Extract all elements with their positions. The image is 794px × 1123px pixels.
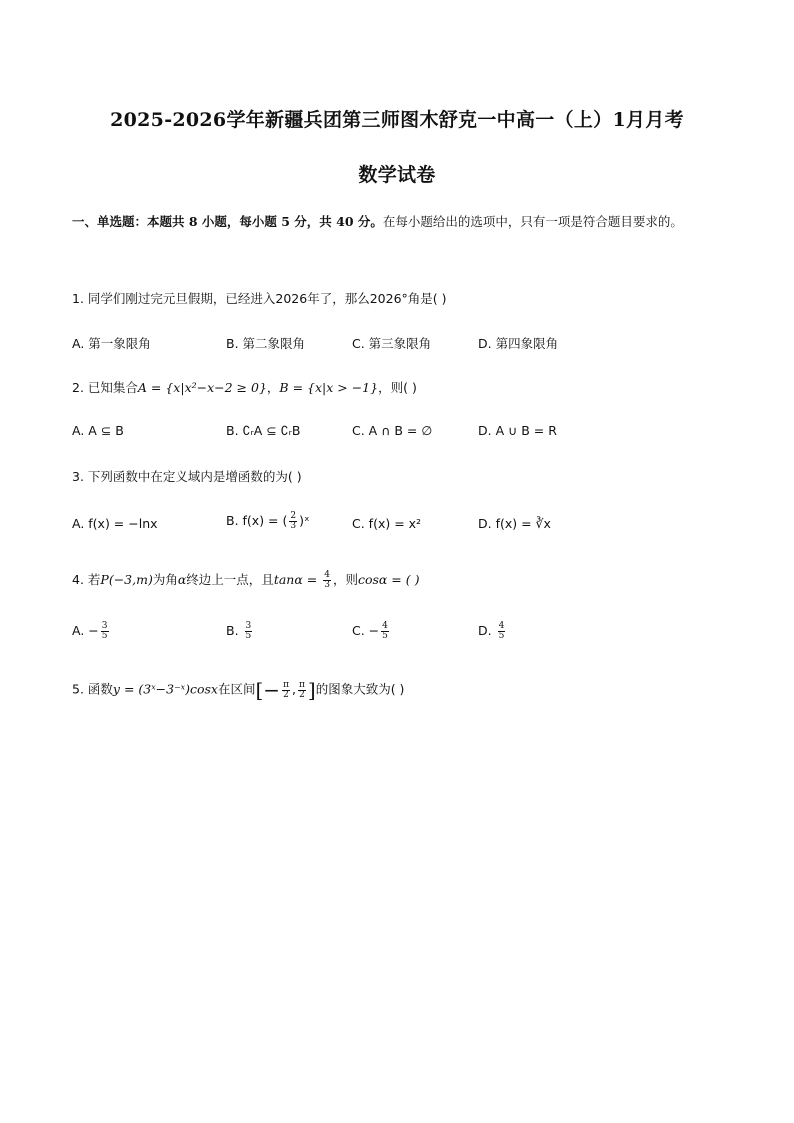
fraction-numerator: 2: [290, 511, 297, 521]
set-b: B = {x|x > −1}: [279, 380, 379, 395]
fraction-numerator: 4: [324, 570, 330, 580]
fraction: [381, 622, 389, 641]
question-2-prefix: 2. 已知集合: [72, 380, 138, 395]
fraction-numerator: π: [298, 679, 305, 690]
fraction-numerator: 3: [245, 621, 252, 631]
fraction-denominator: 5: [245, 631, 252, 641]
option-b: [226, 512, 310, 531]
exam-title: 2025-2026学年新疆兵团第三师图木舒克一中高一（上）1月月考: [110, 109, 684, 131]
question-5-suffix: 的图象大致为( ): [315, 681, 405, 697]
fraction: [245, 622, 253, 641]
question-4-mid3: ，则: [332, 572, 358, 587]
question-5: [72, 678, 404, 702]
option-b: B. 第二象限角: [226, 336, 306, 351]
question-4-mid2: 终边上一点，且: [186, 572, 274, 587]
question-4: [72, 570, 419, 590]
option-a: [72, 622, 111, 641]
point-p: P(−3,m): [100, 572, 153, 587]
option-b: [226, 622, 254, 641]
option-a-label: A. −: [72, 623, 99, 638]
option-c: [352, 622, 391, 641]
question-1: 1. 同学们刚过完元旦假期，已经进入2026年了，那么2026°角是( ): [72, 291, 447, 306]
question-5-mid: 在区间: [217, 681, 256, 697]
question-5-prefix: 5. 函数: [72, 681, 113, 697]
exam-subtitle: 数学试卷: [358, 164, 436, 186]
option-b-suffix: )ˣ: [299, 513, 310, 528]
interval-left-bracket: [−: [255, 678, 281, 702]
section-rest: 在每小题给出的选项中，只有一项是符合题目要求的。: [382, 214, 683, 229]
fraction: [298, 681, 306, 700]
option-c: C. f(x) = x²: [352, 516, 422, 531]
option-a: A. f(x) = −lnx: [72, 516, 158, 531]
option-d: [478, 622, 507, 641]
option-b: B. ∁ᵣA ⊆ ∁ᵣB: [226, 423, 301, 438]
section-instructions: [72, 209, 722, 235]
tan-expression: tanα =: [273, 572, 322, 587]
fraction-denominator: 5: [382, 631, 388, 641]
fraction: [498, 622, 506, 641]
option-d-label: D.: [478, 623, 496, 638]
fraction-numerator: π: [283, 679, 289, 690]
fraction: [323, 571, 331, 590]
option-c: C. 第三象限角: [352, 336, 432, 351]
option-d: D. 第四象限角: [478, 336, 559, 351]
fraction-denominator: 3: [290, 521, 297, 531]
interval-comma: ,: [291, 681, 296, 697]
question-4-mid1: 为角: [152, 572, 178, 587]
question-2-options: [72, 423, 722, 445]
question-2-suffix: ，则( ): [378, 380, 417, 395]
fraction-numerator: 4: [382, 621, 388, 631]
fraction-denominator: 2: [299, 689, 305, 700]
fraction: [101, 622, 109, 641]
option-b-prefix: B. f(x) = (: [226, 513, 288, 528]
section-lead: 一、单选题：本题共 8 小题，每小题 5 分，共 40 分。: [72, 214, 383, 229]
option-c: C. A ∩ B = ∅: [352, 423, 433, 438]
fraction-numerator: 4: [498, 621, 505, 631]
function-expression: y = (3ˣ−3⁻ˣ)cosx: [112, 681, 218, 697]
question-2: [72, 378, 417, 396]
question-4-prefix: 4. 若: [72, 572, 101, 587]
question-3-options: [72, 512, 722, 540]
fraction-numerator: 3: [101, 621, 108, 631]
alpha-symbol: α: [177, 572, 187, 587]
option-d: D. A ∪ B = R: [478, 423, 557, 438]
option-a: A. 第一象限角: [72, 336, 151, 351]
question-4-options: [72, 622, 722, 650]
fraction-denominator: 5: [101, 631, 108, 641]
fraction: [282, 681, 290, 700]
question-1-options: [72, 334, 722, 356]
fraction: [289, 512, 297, 531]
option-c-label: C. −: [352, 623, 380, 638]
option-b-label: B.: [226, 623, 243, 638]
cos-expression: cosα = ( ): [357, 572, 420, 587]
option-a: A. A ⊆ B: [72, 423, 124, 438]
question-2-sep: ，: [266, 380, 280, 395]
option-d: D. f(x) = ∛x: [478, 516, 551, 531]
question-3: 3. 下列函数中在定义域内是增函数的为( ): [72, 469, 302, 484]
fraction-denominator: 2: [283, 689, 289, 700]
fraction-denominator: 5: [498, 631, 505, 641]
interval-right-bracket: ]: [307, 678, 316, 702]
set-a: A = {x|x²−x−2 ≥ 0}: [137, 380, 267, 395]
fraction-denominator: 3: [324, 580, 330, 590]
